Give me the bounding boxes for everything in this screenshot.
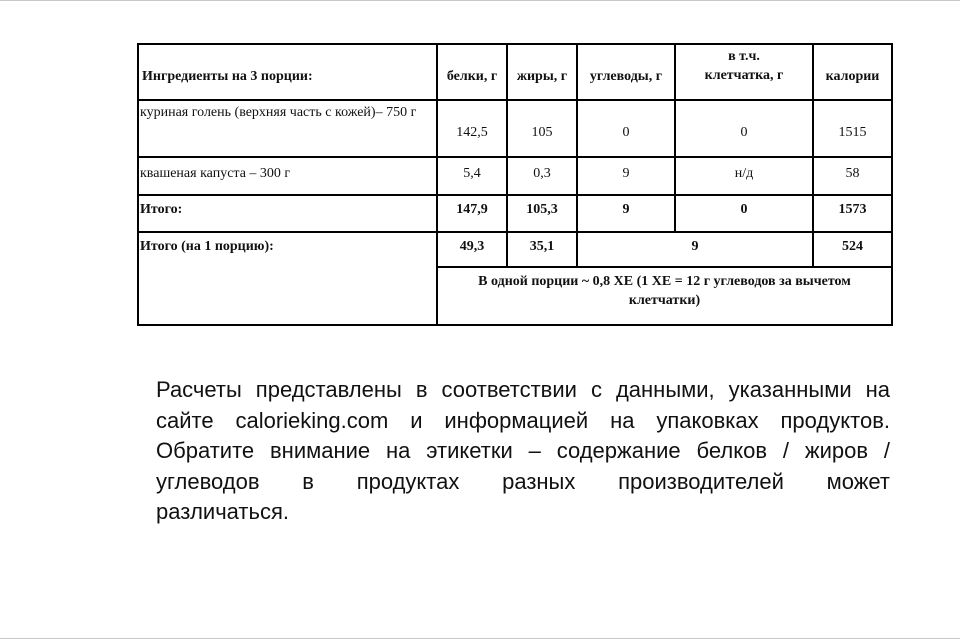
header-calories: калории	[813, 44, 892, 100]
per-portion-label: Итого (на 1 порцию):	[138, 232, 437, 325]
header-protein: белки, г	[437, 44, 507, 100]
header-fiber-line1: в т.ч.	[728, 49, 760, 64]
ingredient-name: куриная голень (верхняя часть с кожей)– 750 г	[138, 100, 437, 157]
calories-value: 1515	[813, 100, 892, 157]
per-portion-carbs: 9	[577, 232, 813, 267]
fat-value: 105	[507, 100, 577, 157]
per-portion-protein: 49,3	[437, 232, 507, 267]
carbs-value: 9	[577, 157, 675, 195]
table-header-row	[138, 44, 892, 100]
total-fiber: 0	[675, 195, 813, 232]
header-ingredients: Ингредиенты на 3 порции:	[138, 44, 437, 100]
total-label: Итого:	[138, 195, 437, 232]
header-fat: жиры, г	[507, 44, 577, 100]
total-protein: 147,9	[437, 195, 507, 232]
total-carbs: 9	[577, 195, 675, 232]
paragraph-line: углеводов в продуктах разных производителей может	[156, 468, 890, 494]
total-calories: 1573	[813, 195, 892, 232]
calories-value: 58	[813, 157, 892, 195]
fat-value: 0,3	[507, 157, 577, 195]
header-fiber	[675, 44, 813, 100]
per-portion-row	[138, 232, 892, 267]
protein-value: 5,4	[437, 157, 507, 195]
paragraph-line: сайте calorieking.com и информацией на упаковках продуктов.	[156, 407, 890, 433]
per-portion-fat: 35,1	[507, 232, 577, 267]
carbs-value: 0	[577, 100, 675, 157]
per-portion-calories: 524	[813, 232, 892, 267]
header-carbs: углеводы, г	[577, 44, 675, 100]
fiber-value: н/д	[675, 157, 813, 195]
nutrition-table	[137, 43, 893, 326]
info-paragraph	[156, 375, 890, 528]
page-bottom-border	[0, 638, 960, 639]
paragraph-line: Расчеты представлены в соответствии с данными, указанными на	[156, 377, 890, 402]
header-fiber-line2: клетчатка, г	[704, 68, 784, 83]
table-row	[138, 157, 892, 195]
paragraph-line: Обратите внимание на этикетки – содержание белков / жиров /	[156, 438, 890, 463]
ingredient-name: квашеная капуста – 300 г	[138, 157, 437, 195]
bread-units-note: В одной порции ~ 0,8 ХЕ (1 ХЕ = 12 г углеводов за вычетом клетчатки)	[437, 267, 892, 325]
table-row	[138, 100, 892, 157]
fiber-value: 0	[675, 100, 813, 157]
total-fat: 105,3	[507, 195, 577, 232]
protein-value: 142,5	[437, 100, 507, 157]
page-top-border	[0, 0, 960, 1]
total-row	[138, 195, 892, 232]
paragraph-line: различаться.	[156, 499, 289, 524]
